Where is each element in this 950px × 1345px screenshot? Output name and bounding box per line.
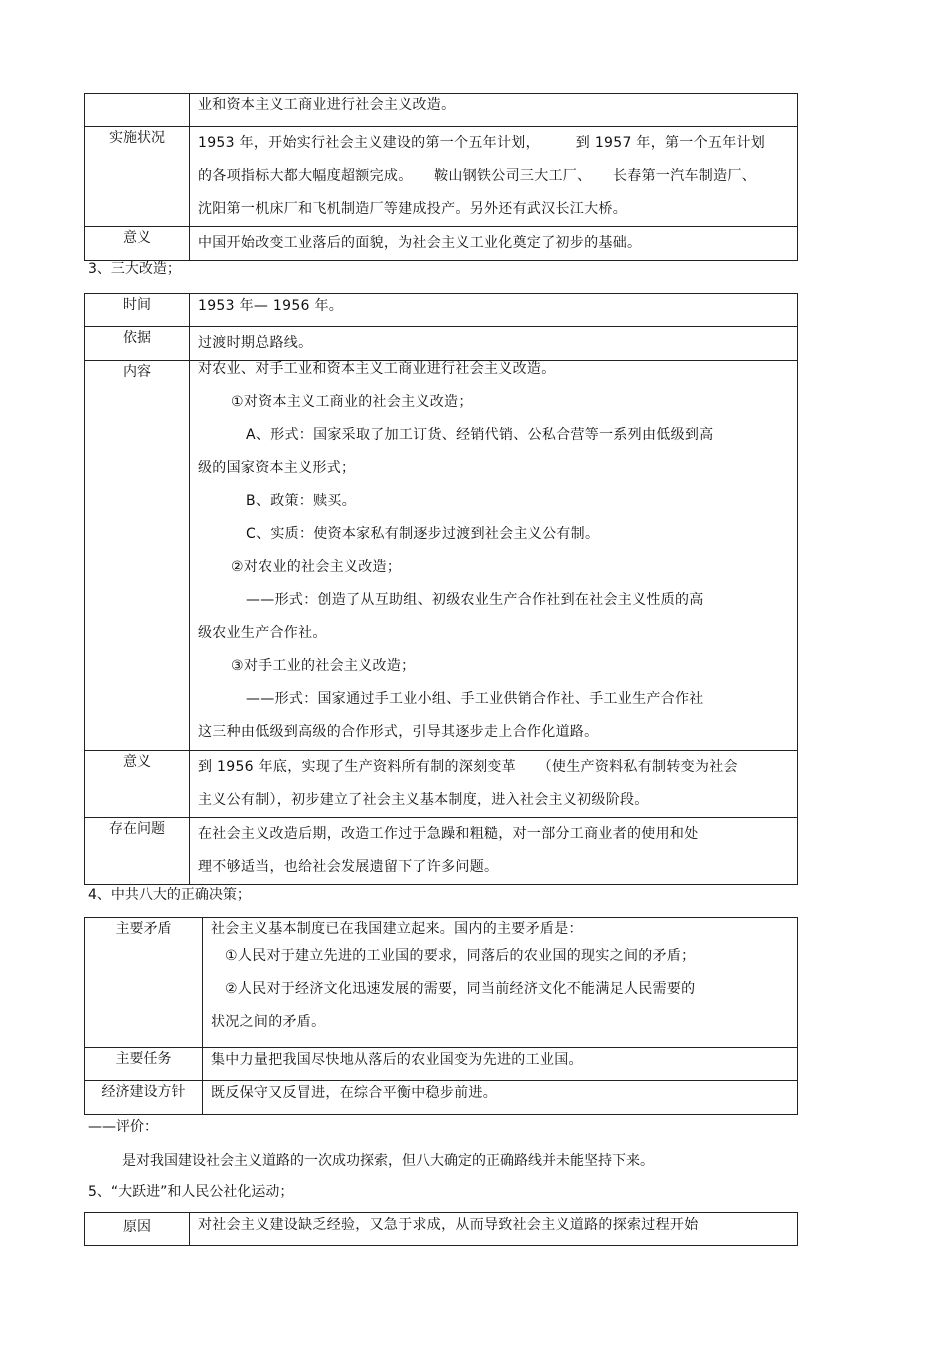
row-label-basis: 依据 — [85, 327, 190, 361]
contradiction-line: ①人民对于建立先进的工业国的要求，同落后的农业国的现实之间的矛盾； — [225, 948, 696, 964]
table-row — [85, 1081, 798, 1115]
table-row — [85, 294, 798, 327]
implementation-line: 的各项指标大都大幅度超额完成。 鞍山钢铁公司三大工厂、 长春第一汽车制造厂、 — [198, 168, 756, 184]
table-eighth-congress — [84, 917, 798, 1115]
content-line: 这三种由低级到高级的合作形式，引导其逐步走上合作化道路。 — [198, 724, 599, 740]
table-row — [85, 918, 798, 1048]
content-line: A、形式：国家采取了加工订货、经销代销、公私合营等一系列由低级到高 — [246, 427, 714, 443]
economic-policy-text: 既反保守又反冒进，在综合平衡中稳步前进。 — [211, 1085, 497, 1101]
section-heading-three-reforms: 3、三大改造； — [88, 261, 181, 277]
implementation-line: 1953 年，开始实行社会主义建设的第一个五年计划， 到 1957 年，第一个五年计划 — [198, 135, 766, 151]
content-line: 级农业生产合作社。 — [198, 625, 327, 641]
row-label-reason: 原因 — [85, 1213, 190, 1246]
significance-line: 主义公有制），初步建立了社会主义基本制度，进入社会主义初级阶段。 — [198, 792, 649, 808]
row-label-main-task: 主要任务 — [85, 1048, 203, 1081]
row-label-time: 时间 — [85, 294, 190, 327]
contradiction-line: 状况之间的矛盾。 — [211, 1014, 326, 1030]
section-heading-great-leap: 5、“大跃进”和人民公社化运动； — [88, 1184, 294, 1200]
table-row — [85, 227, 798, 261]
significance-text: 中国开始改变工业落后的面貌，为社会主义工业化奠定了初步的基础。 — [198, 235, 642, 251]
content-line: B、政策：赎买。 — [246, 493, 357, 509]
content-line: ——形式：创造了从互助组、初级农业生产合作社到在社会主义性质的高 — [246, 592, 704, 608]
continued-text: 业和资本主义工商业进行社会主义改造。 — [198, 97, 456, 113]
implementation-line: 沈阳第一机床厂和飞机制造厂等建成投产。另外还有武汉长江大桥。 — [198, 201, 627, 217]
section-heading-eighth-congress: 4、中共八大的正确决策； — [88, 887, 251, 903]
basis-text: 过渡时期总路线。 — [198, 335, 313, 351]
content-line: 对农业、对手工业和资本主义工商业进行社会主义改造。 — [198, 361, 556, 377]
problems-line: 在社会主义改造后期，改造工作过于急躁和粗糙，对一部分工商业者的使用和处 — [198, 826, 699, 842]
content-line: ①对资本主义工商业的社会主义改造； — [231, 394, 473, 410]
row-label-significance: 意义 — [85, 227, 190, 261]
content-line: ②对农业的社会主义改造； — [231, 559, 402, 575]
table-row — [85, 94, 798, 127]
table-three-reforms — [84, 293, 798, 885]
content-line: C、实质：使资本家私有制逐步过渡到社会主义公有制。 — [246, 526, 600, 542]
row-label-problems: 存在问题 — [85, 818, 190, 885]
table-row — [85, 818, 798, 885]
table-great-leap — [84, 1212, 798, 1246]
table-row — [85, 127, 798, 227]
significance-line: 到 1956 年底，实现了生产资料所有制的深刻变革 （使生产资料私有制转变为社会 — [198, 759, 738, 775]
table-row — [85, 1048, 798, 1081]
contradiction-line: ②人民对于经济文化迅速发展的需要，同当前经济文化不能满足人民需要的 — [225, 981, 696, 997]
problems-line: 理不够适当，也给社会发展遗留下了许多问题。 — [198, 859, 499, 875]
row-label-content: 内容 — [85, 361, 190, 751]
content-line: ——形式：国家通过手工业小组、手工业供销合作社、手工业生产合作社 — [246, 691, 704, 707]
empty-label-cell — [85, 94, 190, 127]
evaluation-heading: ——评价： — [88, 1119, 158, 1135]
table-row — [85, 361, 798, 751]
content-line: ③对手工业的社会主义改造； — [231, 658, 416, 674]
table-first-five-year-plan — [84, 93, 798, 261]
table-row — [85, 751, 798, 818]
row-label-economic-policy: 经济建设方针 — [85, 1081, 203, 1115]
time-text: 1953 年— 1956 年。 — [198, 298, 344, 314]
reason-text: 对社会主义建设缺乏经验，又急于求成，从而导致社会主义道路的探索过程开始 — [198, 1217, 699, 1233]
main-task-text: 集中力量把我国尽快地从落后的农业国变为先进的工业国。 — [211, 1052, 583, 1068]
evaluation-text: 是对我国建设社会主义道路的一次成功探索，但八大确定的正确路线并未能坚持下来。 — [122, 1153, 654, 1169]
table-row — [85, 1213, 798, 1246]
content-line: 级的国家资本主义形式； — [198, 460, 356, 476]
row-label-main-contradiction: 主要矛盾 — [85, 918, 203, 1048]
row-label-implementation: 实施状况 — [85, 127, 190, 227]
contradiction-line: 社会主义基本制度已在我国建立起来。国内的主要矛盾是： — [211, 921, 583, 937]
row-label-significance: 意义 — [85, 751, 190, 818]
